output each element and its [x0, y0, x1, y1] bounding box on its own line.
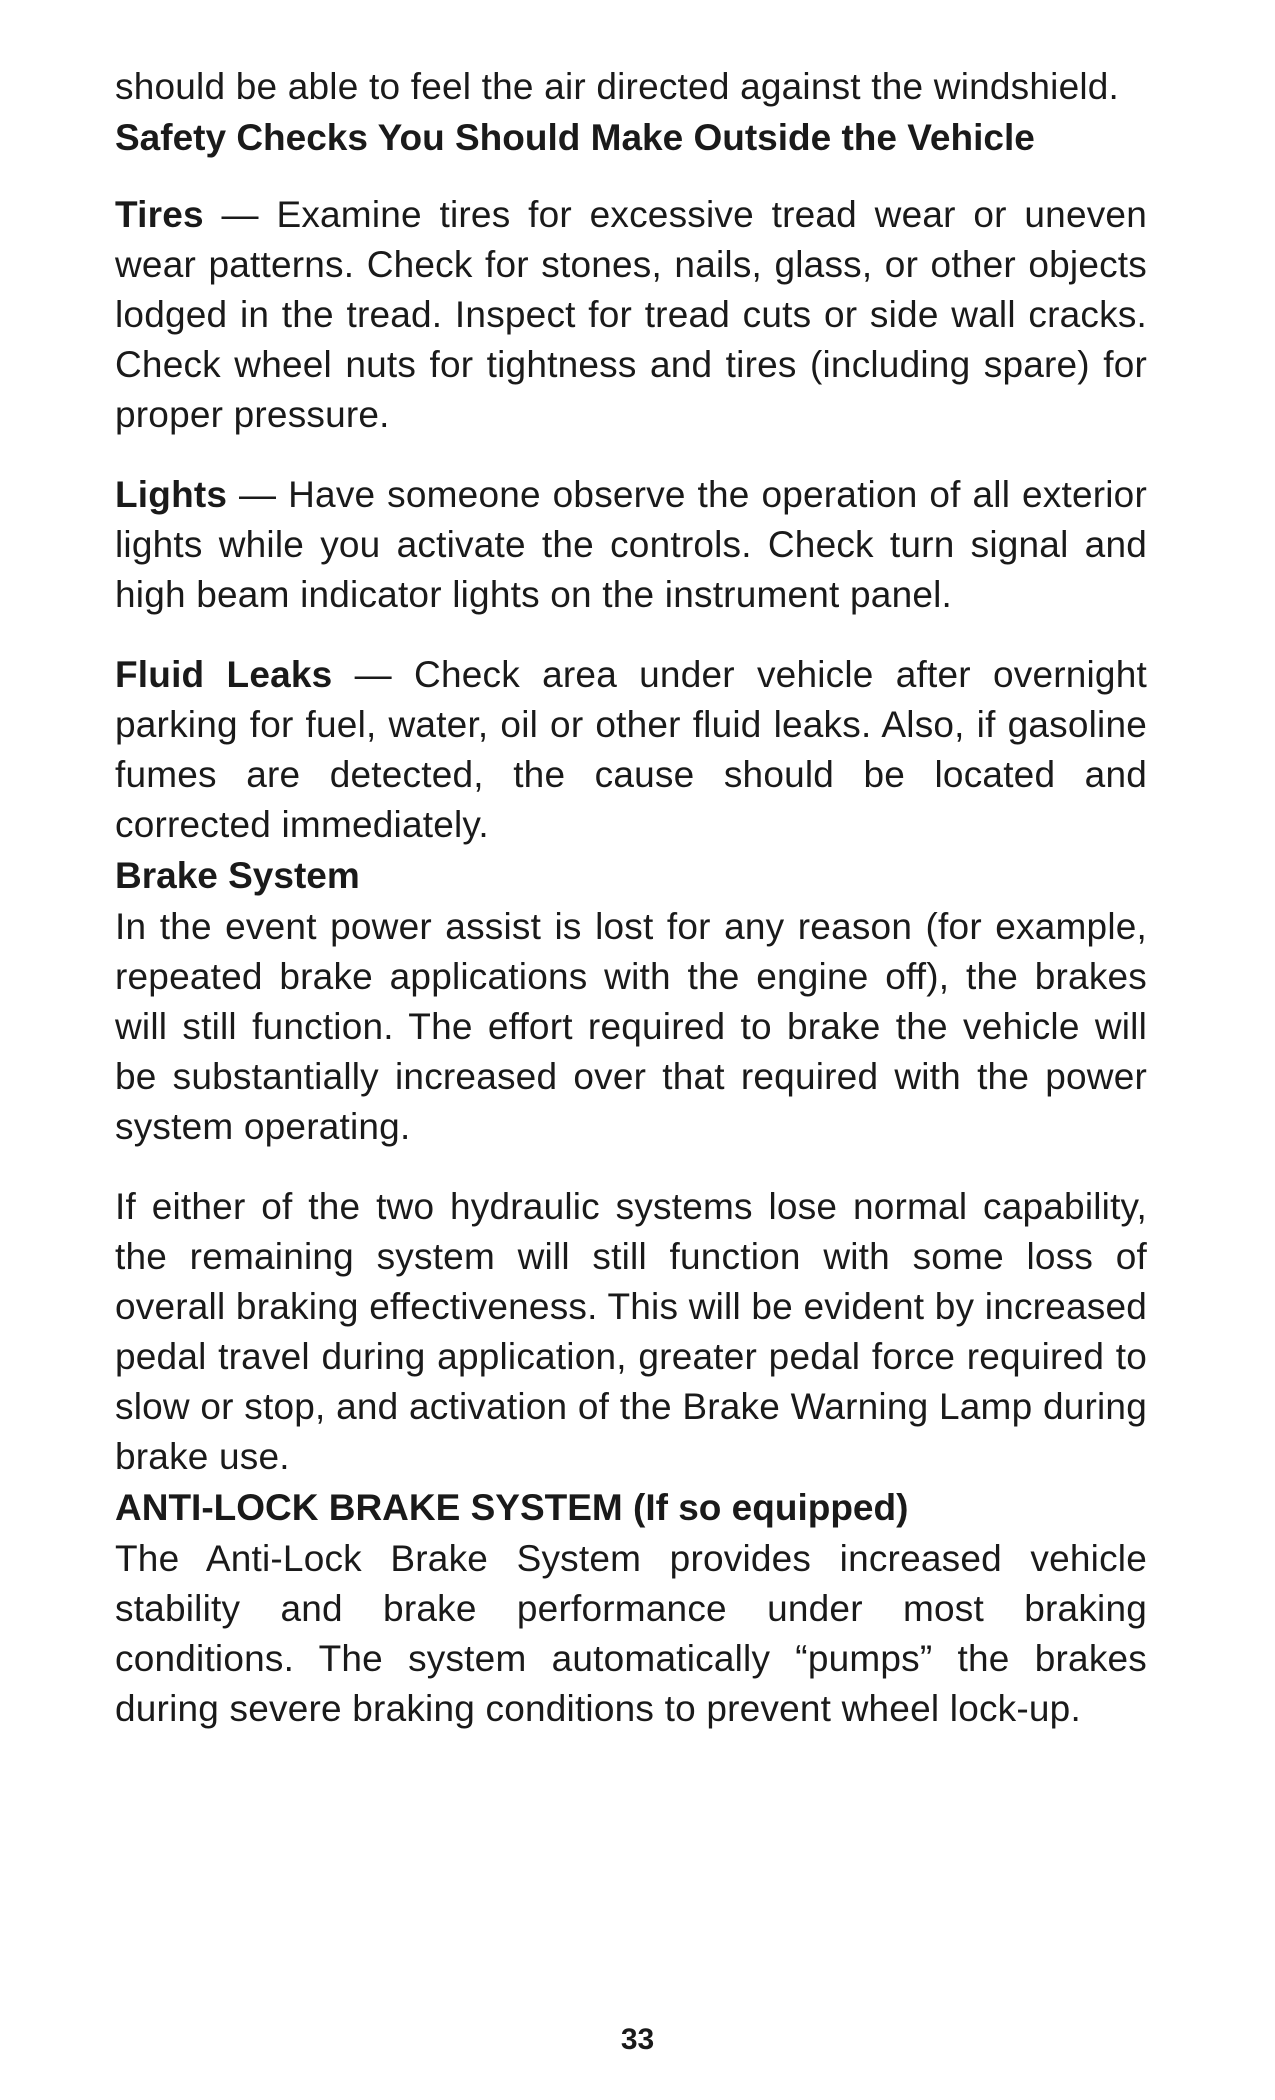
intro-paragraph: should be able to feel the air directed against the windshield.: [115, 66, 1120, 107]
manual-page: [115, 62, 1147, 1734]
lights-paragraph: [115, 470, 1147, 620]
brake-system-heading: Brake System: [115, 855, 360, 896]
fluid-leaks-text: Check area under vehicle after overnight parking for fuel, water, oil or other fluid leaks. Also, if gasoline fumes are detected, the cause should be located and corrected immediately.: [115, 654, 1147, 845]
anti-lock-heading: ANTI-LOCK BRAKE SYSTEM (If so equipped): [115, 1487, 909, 1528]
fluid-leaks-label: Fluid Leaks: [115, 654, 333, 695]
tires-label: Tires: [115, 194, 204, 235]
brake-system-paragraph-1: In the event power assist is lost for any reason (for example, repeated brake applications with the engine off), the brakes will still function. The effort required to brake the vehicle will be substantially increased over that required with the power system operating.: [115, 906, 1147, 1147]
anti-lock-paragraph: The Anti-Lock Brake System provides increased vehicle stability and brake performance under most braking conditions. The system automatically “pumps” the brakes during severe braking conditions to prevent wheel lock-up.: [115, 1538, 1147, 1729]
brake-system-paragraph-2: If either of the two hydraulic systems lose normal capability, the remaining system will still function with some loss of overall braking effectiveness. This will be evident by increased pedal travel during application, greater pedal force required to slow or stop, and activation of the Brake Warning Lamp during brake use.: [115, 1186, 1147, 1477]
lights-text: Have someone observe the operation of all exterior lights while you activate the controls. Check turn signal and high beam indicator lights on the instrument panel.: [115, 474, 1147, 615]
outside-checks-heading: Safety Checks You Should Make Outside the Vehicle: [115, 117, 1035, 158]
lights-label: Lights: [115, 474, 228, 515]
tires-dash: —: [203, 194, 277, 235]
tires-paragraph: [115, 190, 1147, 440]
tires-text: Examine tires for excessive tread wear or uneven wear patterns. Check for stones, nails, glass, or other objects lodged in the tread. Inspect for tread cuts or side wall cracks. Check wheel nuts for tightness and tires (including spare) for proper pressure.: [115, 194, 1147, 435]
page-number: 33: [620, 2023, 655, 2056]
lights-dash: —: [227, 474, 289, 515]
fluid-leaks-dash: —: [332, 654, 415, 695]
fluid-leaks-paragraph: [115, 650, 1147, 850]
